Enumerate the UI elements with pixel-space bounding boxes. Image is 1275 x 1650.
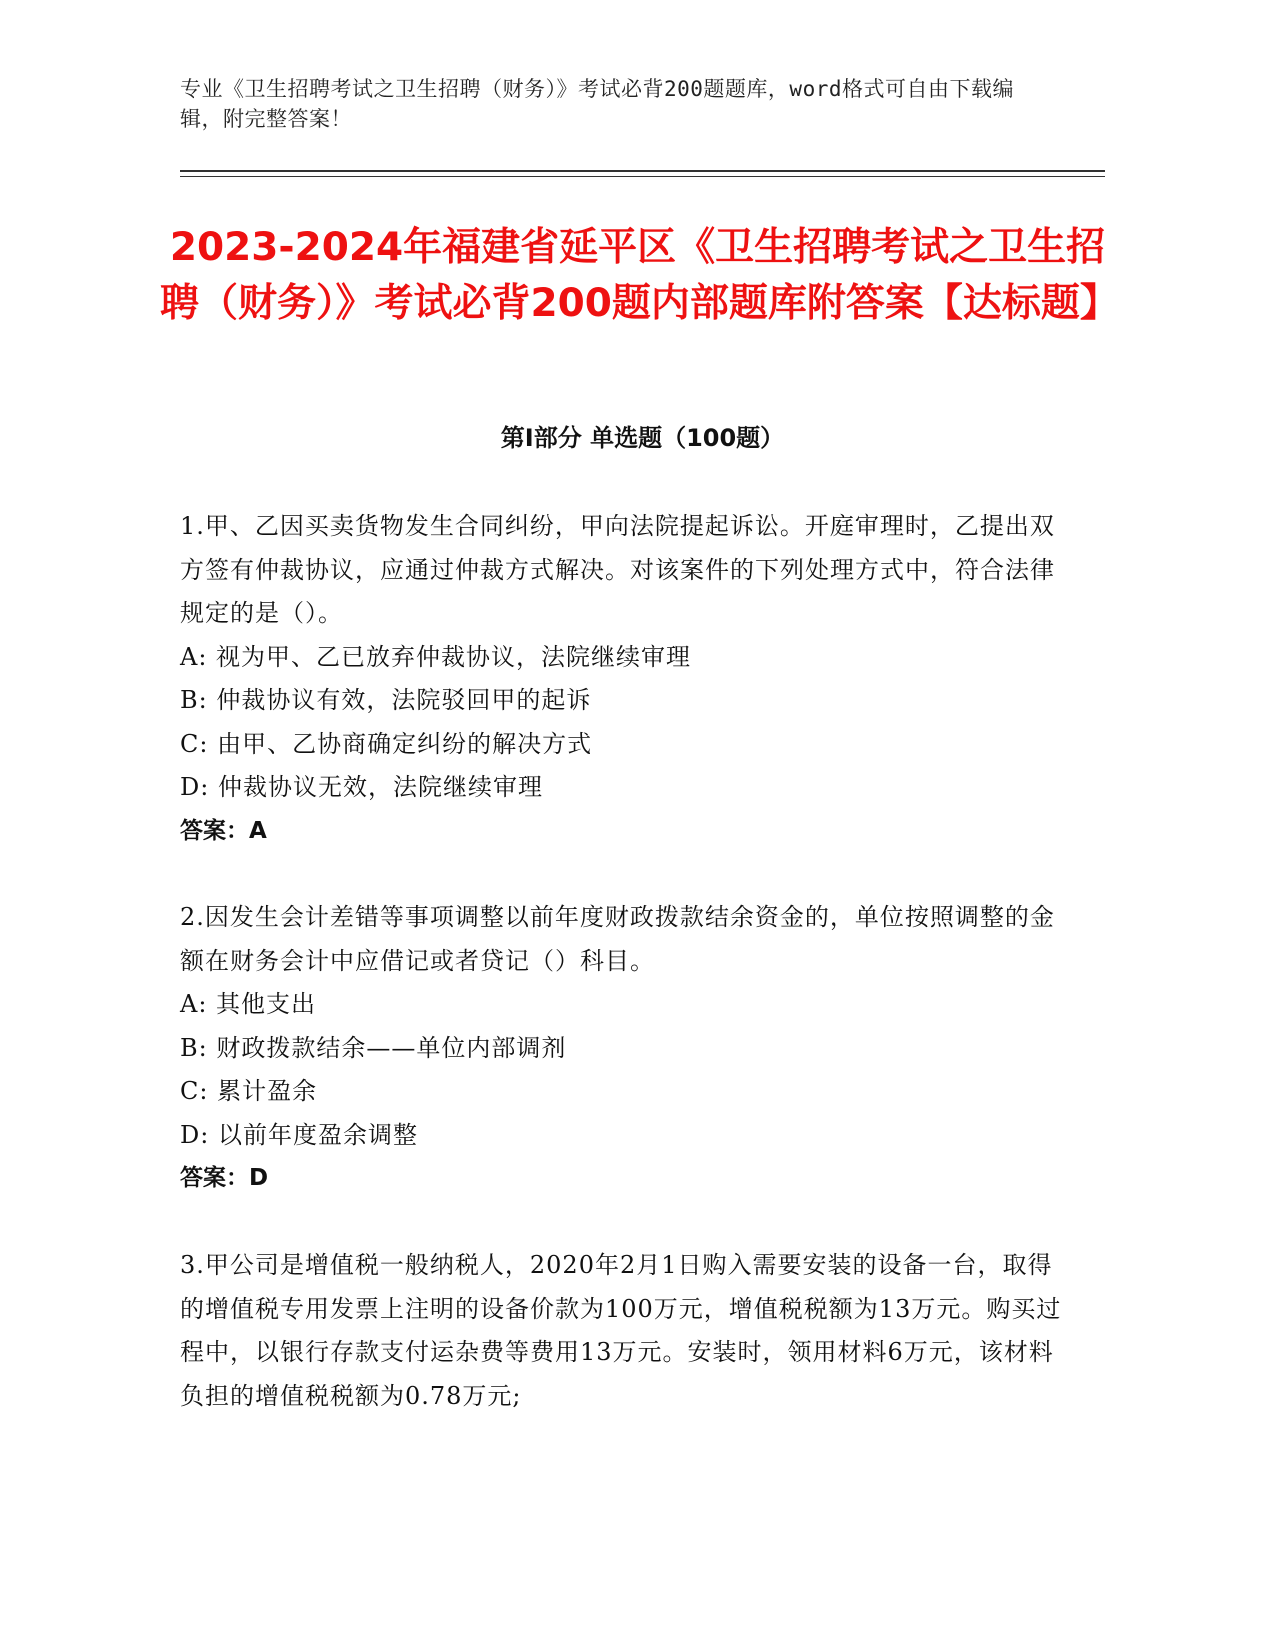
- question-3: [180, 1244, 1070, 1418]
- option-d: D: 以前年度盈余调整: [180, 1120, 418, 1149]
- answer: 答案：A: [180, 817, 267, 844]
- header-divider-thick: [180, 170, 1105, 172]
- document-title: 2023-2024年福建省延平区《卫生招聘考试之卫生招聘（财务）》考试必背200题内部题库附答案【达标题】: [160, 225, 1119, 326]
- question-stem: 2.因发生会计差错等事项调整以前年度财政拨款结余资金的，单位按照调整的金额在财务会计中应借记或者贷记（）科目。: [180, 903, 1055, 975]
- question-stem: 1.甲、乙因买卖货物发生合同纠纷，甲向法院提起诉讼。开庭审理时，乙提出双方签有仲裁协议，应通过仲裁方式解决。对该案件的下列处理方式中，符合法律规定的是（）。: [180, 512, 1055, 627]
- option-b: B: 财政拨款结余——单位内部调剂: [180, 1033, 567, 1062]
- section-title: 第I部分 单选题（100题）: [500, 424, 785, 452]
- option-a: A: 视为甲、乙已放弃仲裁协议，法院继续审理: [180, 642, 692, 671]
- header-note: 专业《卫生招聘考试之卫生招聘（财务）》考试必背200题题库，word格式可自由下载编辑，附完整答案！: [180, 77, 1014, 131]
- question-stem: 3.甲公司是增值税一般纳税人，2020年2月1日购入需要安装的设备一台，取得的增值税专用发票上注明的设备价款为100万元，增值税税额为13万元。购买过程中，以银行存款支付运杂费等费用13万元。安装时，领用材料6万元，该材料负担的增值税税额为0.78万元;: [180, 1251, 1062, 1410]
- header-divider-thin: [180, 176, 1105, 177]
- option-a: A: 其他支出: [180, 990, 317, 1018]
- question-2: [180, 896, 1070, 1201]
- option-b: B: 仲裁协议有效，法院驳回甲的起诉: [180, 686, 592, 714]
- option-d: D: 仲裁协议无效，法院继续审理: [180, 773, 543, 801]
- answer: 答案：D: [180, 1165, 269, 1191]
- option-c: C: 累计盈余: [180, 1077, 318, 1105]
- option-c: C: 由甲、乙协商确定纠纷的解决方式: [180, 729, 593, 758]
- question-1: [180, 505, 1070, 853]
